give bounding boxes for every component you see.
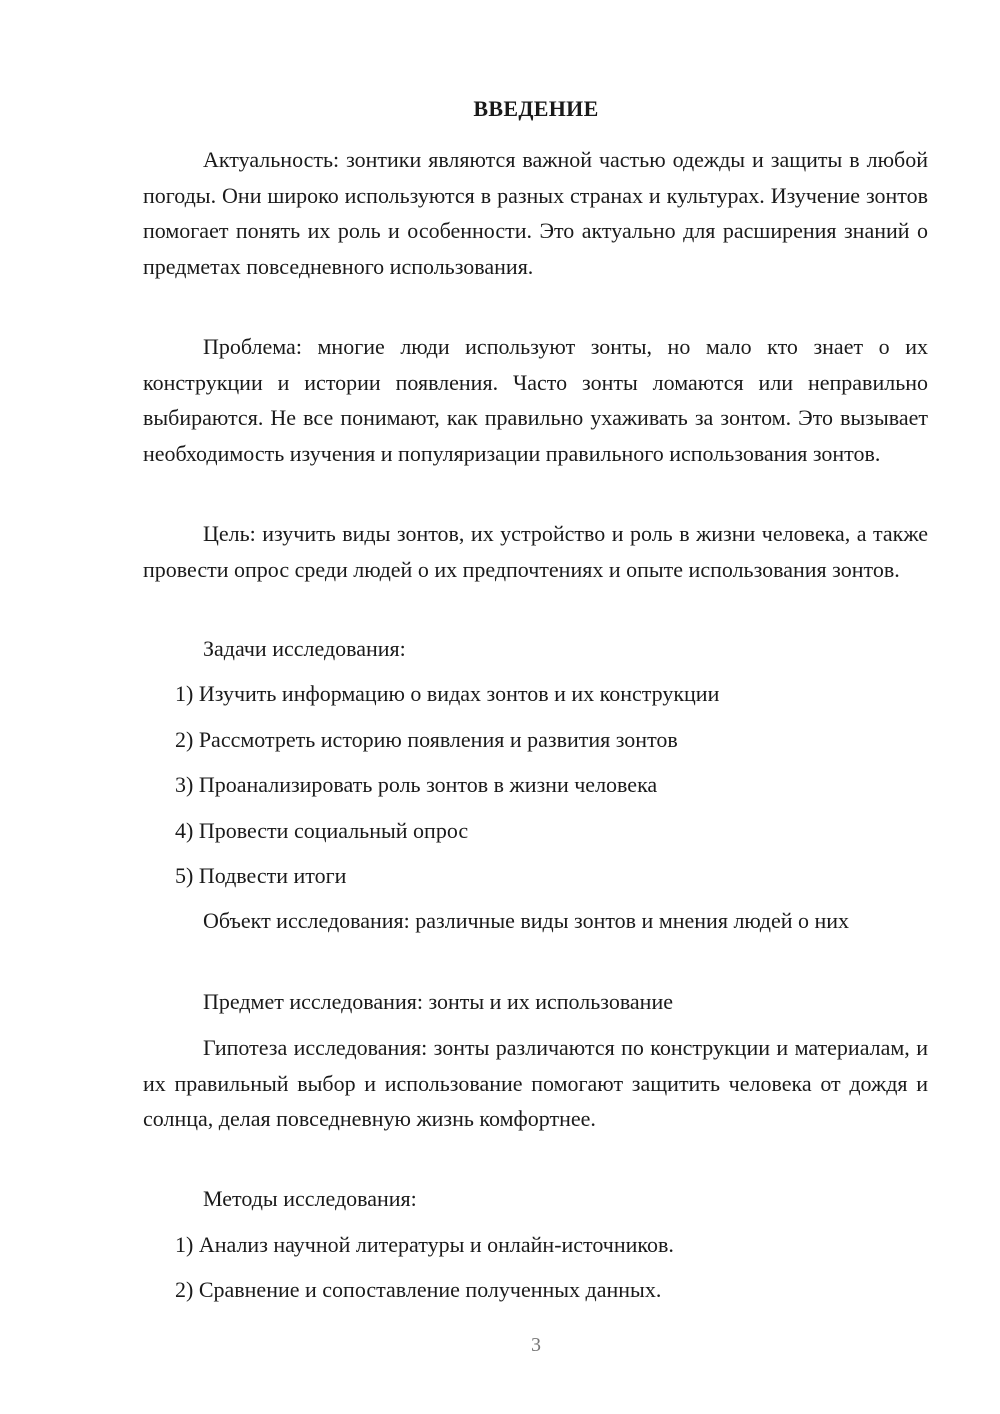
tasks-heading: Задачи исследования: [203, 636, 406, 661]
task-item: 4) Провести социальный опрос [175, 818, 469, 843]
task-item: 5) Подвести итоги [175, 863, 347, 888]
object-paragraph: Объект исследования: различные виды зонтов и мнения людей о них [203, 908, 850, 933]
task-item: 1) Изучить информацию о видах зонтов и их конструкции [175, 681, 720, 706]
page-number: 3 [531, 1334, 541, 1356]
problem-paragraph: Проблема: многие люди используют зонты, но мало кто знает о их конструкции и истории появления. Часто зонты ломаются или неправильно выбираются. Не все понимают, как правильно ухаживать за зонтом. Это вызывает необходимость изучения и популяризации правильного использования зонтов. [143, 334, 928, 466]
hypothesis-paragraph: Гипотеза исследования: зонты различаются по конструкции и материалам, и их правильный выбор и использование помогают защитить человека от дождя и солнца, делая повседневную жизнь комфортнее. [143, 1035, 928, 1131]
section-title: ВВЕДЕНИЕ [473, 96, 599, 121]
goal-paragraph: Цель: изучить виды зонтов, их устройство и роль в жизни человека, а также провести опрос среди людей о их предпочтениях и опыте использования зонтов. [143, 521, 928, 582]
task-item: 3) Проанализировать роль зонтов в жизни человека [175, 772, 658, 797]
methods-heading: Методы исследования: [203, 1186, 417, 1211]
method-item: 1) Анализ научной литературы и онлайн-источников. [175, 1232, 674, 1257]
relevance-paragraph: Актуальность: зонтики являются важной частью одежды и защиты в любой погоды. Они широко используются в разных странах и культурах. Изучение зонтов помогает понять их роль и особенности. Это актуально для расширения знаний о предметах повседневного использования. [143, 147, 928, 279]
method-item: 2) Сравнение и сопоставление полученных данных. [175, 1277, 662, 1302]
task-item: 2) Рассмотреть историю появления и развития зонтов [175, 727, 678, 752]
subject-paragraph: Предмет исследования: зонты и их использование [203, 989, 673, 1014]
